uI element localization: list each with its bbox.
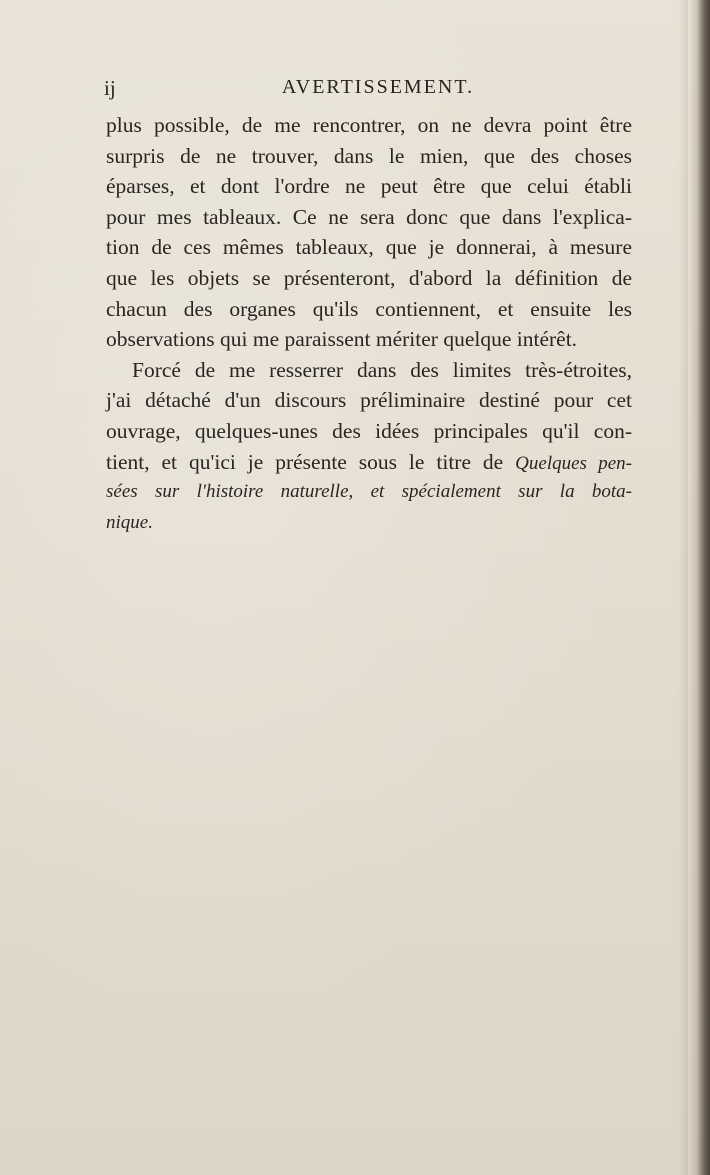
paragraph-2 xyxy=(106,355,632,539)
page-header xyxy=(104,76,632,106)
italic-title-text: sées sur l'histoire naturelle xyxy=(106,481,349,503)
text-line: j'ai détaché d'un discours préliminaire destiné pour cet xyxy=(106,388,632,413)
text-line: plus possible, de me rencontrer, on ne devra point être xyxy=(106,113,632,137)
running-head: AVERTISSEMENT. xyxy=(281,76,475,98)
text-line: chacun des organes qu'ils contiennent, et ensuite les xyxy=(106,296,632,321)
page-edge xyxy=(688,0,710,1175)
text-line: que les objets se présenteront, d'abord la définition de xyxy=(106,265,632,290)
text-line: pour mes tableaux. Ce ne sera donc que dans l'explica- xyxy=(106,204,632,229)
page-fold-shadow xyxy=(678,0,688,1175)
roman-text: tient, et qu'ici je présente sous le titre de xyxy=(106,449,516,474)
paragraph-1 xyxy=(106,110,632,355)
text-line-italic xyxy=(106,477,632,508)
text-line: observations qui me paraissent mériter quelque intérêt. xyxy=(106,327,578,352)
text-line: ouvrage, quelques-unes des idées principales qu'il con- xyxy=(106,418,632,443)
text-line-italic: nique. xyxy=(106,511,153,533)
roman-text: , xyxy=(348,481,371,503)
text-line-mixed xyxy=(106,447,632,478)
text-line: surpris de ne trouver, dans le mien, que des choses xyxy=(106,143,632,168)
body-text xyxy=(106,110,632,538)
page-number: ij xyxy=(104,76,116,100)
text-line: tion de ces mêmes tableaux, que je donnerai, à mesure xyxy=(106,235,632,260)
italic-title-text: Quelques pen- xyxy=(515,452,632,474)
text-line: Forcé de me resserrer dans des limites très-étroites, xyxy=(132,357,632,382)
italic-text: et spécialement sur la bota- xyxy=(370,481,633,503)
text-line: éparses, et dont l'ordre ne peut être que celui établi xyxy=(106,174,632,199)
